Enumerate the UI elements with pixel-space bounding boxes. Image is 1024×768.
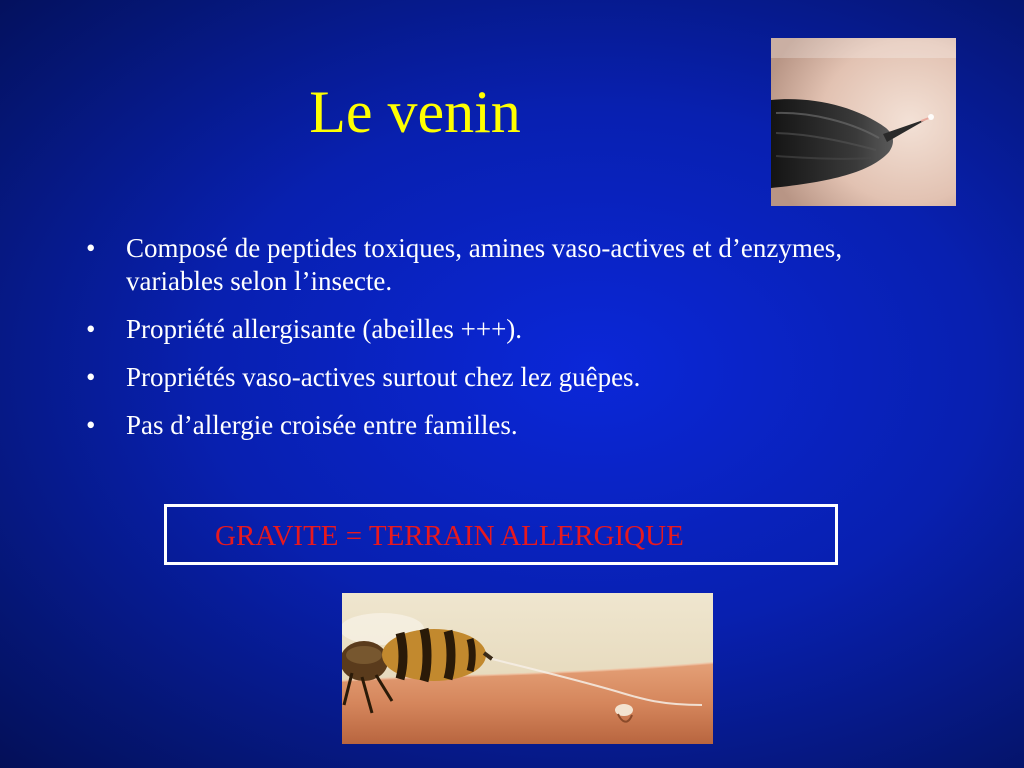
bullet-item (86, 232, 886, 298)
bullet-symbol: • (86, 362, 96, 392)
bullet-text: Composé de peptides toxiques, amines vaso-actives et d’enzymes, variables selon l’insecte. (126, 233, 843, 296)
bullet-item (86, 313, 886, 346)
bullet-symbol: • (86, 314, 96, 344)
callout-text: GRAVITE = TERRAIN ALLERGIQUE (215, 520, 684, 552)
bullet-symbol: • (86, 233, 96, 263)
bullet-item (86, 361, 886, 394)
bullet-item (86, 409, 886, 442)
bullet-text: Propriétés vaso-actives surtout chez lez guêpes. (126, 362, 641, 392)
bullet-symbol: • (86, 410, 96, 440)
callout-box (164, 504, 838, 565)
bee-sting-photo (342, 593, 713, 744)
stinger-closeup-photo (771, 38, 956, 206)
bullet-text: Propriété allergisante (abeilles +++). (126, 314, 523, 344)
bullet-text: Pas d’allergie croisée entre familles. (126, 410, 518, 440)
slide-title: Le venin (309, 79, 521, 145)
bullet-list (86, 232, 886, 457)
